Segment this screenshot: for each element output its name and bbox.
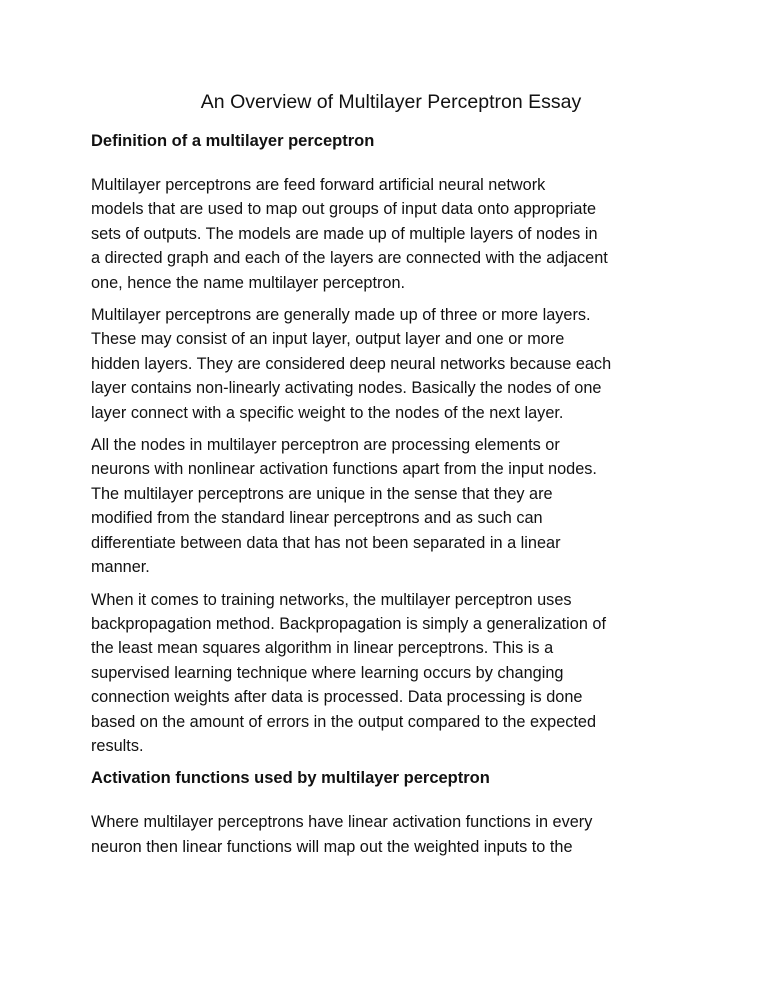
paragraph-line: neuron then linear functions will map out the weighted inputs to the — [91, 837, 573, 856]
paragraph-line: one, hence the name multilayer perceptron. — [91, 273, 406, 292]
paragraph-line: connection weights after data is processed. Data processing is done — [91, 688, 583, 707]
paragraph-line: neurons with nonlinear activation functions apart from the input nodes. — [91, 460, 597, 479]
paragraph-layers — [91, 303, 691, 425]
paragraph-line: backpropagation method. Backpropagation is simply a generalization of — [91, 614, 606, 633]
section-heading-definition: Definition of a multilayer perceptron — [91, 132, 375, 150]
paragraph-line: Multilayer perceptrons are generally made up of three or more layers. — [91, 306, 591, 325]
paragraph-line: hidden layers. They are considered deep neural networks because each — [91, 354, 612, 373]
paragraph-line: results. — [91, 736, 144, 755]
paragraph-line: These may consist of an input layer, output layer and one or more — [91, 330, 565, 349]
paragraph-line: sets of outputs. The models are made up of multiple layers of nodes in — [91, 224, 598, 243]
section-heading-activation: Activation functions used by multilayer perceptron — [91, 769, 490, 788]
paragraph-line: supervised learning technique where learning occurs by changing — [91, 663, 564, 682]
paragraph-line: models that are used to map out groups of input data onto appropriate — [91, 200, 597, 219]
paragraph-line: differentiate between data that has not been separated in a linear — [91, 533, 561, 552]
paragraph-line: All the nodes in multilayer perceptron are processing elements or — [91, 436, 560, 455]
paragraph-line: layer connect with a specific weight to the nodes of the next layer. — [91, 403, 564, 422]
paragraph-nodes — [91, 433, 691, 579]
paragraph-line: manner. — [91, 558, 150, 577]
paragraph-training — [91, 588, 691, 759]
paragraph-line: modified from the standard linear perceptrons and as such can — [91, 509, 543, 528]
paragraph-activation — [91, 810, 691, 859]
paragraph-line: a directed graph and each of the layers are connected with the adjacent — [91, 249, 608, 268]
paragraph-definition — [91, 173, 691, 295]
paragraph-line: based on the amount of errors in the output compared to the expected — [91, 712, 597, 731]
paragraph-line: layer contains non-linearly activating nodes. Basically the nodes of one — [91, 379, 602, 398]
document-page — [91, 88, 691, 867]
paragraph-line: When it comes to training networks, the multilayer perceptron uses — [91, 590, 572, 609]
paragraph-line: Where multilayer perceptrons have linear activation functions in every — [91, 813, 593, 832]
document-title: An Overview of Multilayer Perceptron Essay — [200, 91, 582, 113]
paragraph-line: the least mean squares algorithm in linear perceptrons. This is a — [91, 639, 554, 658]
paragraph-line: The multilayer perceptrons are unique in the sense that they are — [91, 484, 553, 503]
paragraph-line: Multilayer perceptrons are feed forward artificial neural network — [91, 176, 546, 194]
